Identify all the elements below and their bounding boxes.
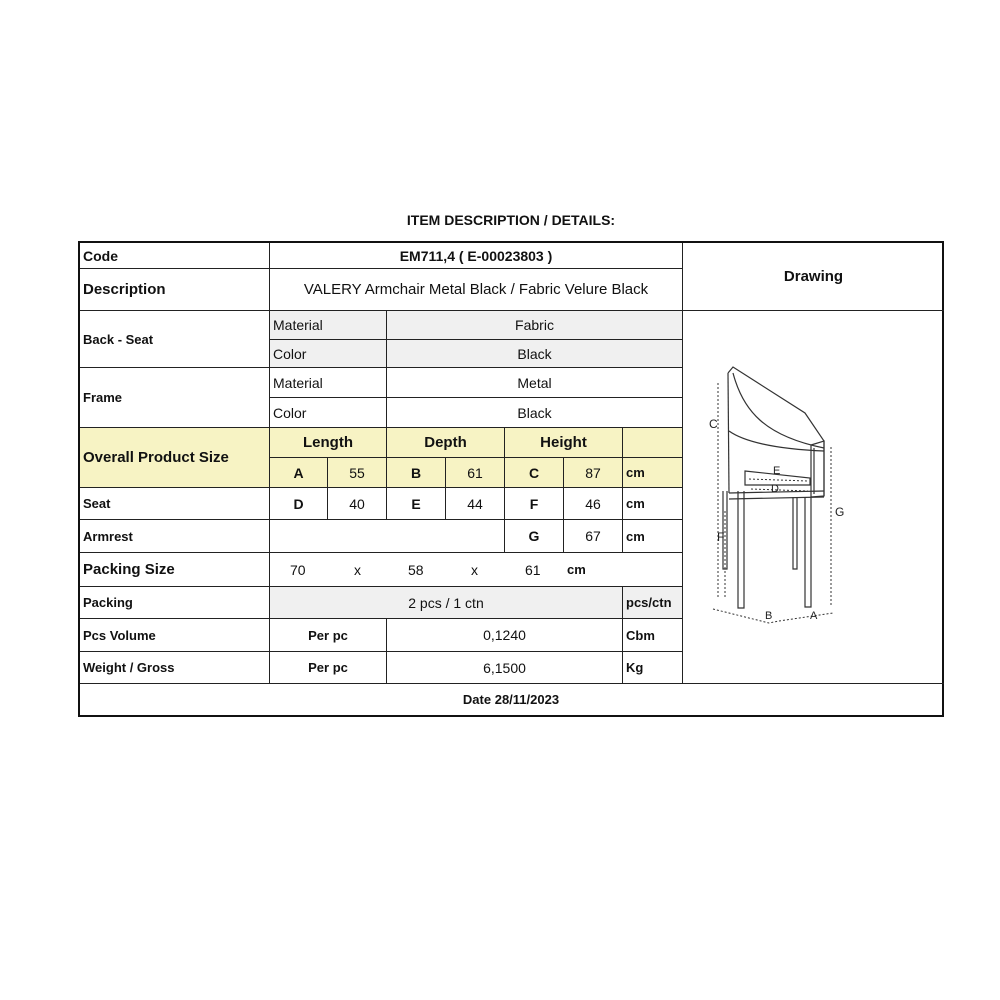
frame-color-value: Black (387, 398, 683, 428)
depth-header: Depth (387, 428, 505, 458)
packing-size-label: Packing Size (80, 553, 270, 587)
chair-armrest-curve (733, 373, 824, 448)
packing-size-values (270, 553, 683, 587)
back-seat-color-value: Black (387, 340, 683, 368)
frame-color-key: Color (270, 398, 387, 428)
packing-size-x2: x (471, 561, 478, 578)
packing-size-height: 61 (525, 561, 541, 578)
overall-a-value: 55 (328, 458, 387, 488)
seat-f-letter: F (505, 488, 564, 520)
description-value: VALERY Armchair Metal Black / Fabric Velure Black (270, 269, 683, 311)
back-seat-color-key: Color (270, 340, 387, 368)
volume-unit: Cbm (623, 619, 683, 652)
chair-leg-front-right (805, 497, 811, 607)
back-seat-material-key: Material (270, 311, 387, 340)
overall-b-value: 61 (446, 458, 505, 488)
chair-leg-front-left (738, 491, 744, 608)
overall-b-letter: B (387, 458, 446, 488)
volume-value: 0,1240 (387, 619, 623, 652)
overall-unit: cm (623, 458, 683, 488)
dim-label-e: E (773, 465, 781, 477)
volume-label: Pcs Volume (80, 619, 270, 652)
packing-size-depth: 58 (408, 561, 424, 578)
dim-label-f: F (717, 530, 725, 544)
date-footer: Date 28/11/2023 (462, 692, 560, 707)
volume-per: Per pc (270, 619, 387, 652)
overall-c-letter: C (505, 458, 564, 488)
packing-size-unit: cm (567, 562, 586, 577)
back-seat-label: Back - Seat (80, 311, 270, 368)
seat-unit: cm (623, 488, 683, 520)
unit-header-blank (623, 428, 683, 458)
armrest-g-value: 67 (564, 520, 623, 553)
weight-unit: Kg (623, 652, 683, 684)
armrest-g-letter: G (505, 520, 564, 553)
overall-a-letter: A (270, 458, 328, 488)
code-value: EM711,4 ( E-00023803 ) (270, 243, 683, 269)
seat-d-value: 40 (328, 488, 387, 520)
seat-e-value: 44 (446, 488, 505, 520)
frame-material-value: Metal (387, 368, 683, 398)
packing-label: Packing (80, 587, 270, 619)
weight-value: 6,1500 (387, 652, 623, 684)
seat-f-value: 46 (564, 488, 623, 520)
armrest-unit: cm (623, 520, 683, 553)
dim-line-d (751, 489, 808, 491)
chair-armrest-inner (729, 431, 824, 451)
overall-size-label: Overall Product Size (80, 428, 270, 488)
packing-size-x1: x (354, 561, 361, 578)
frame-material-key: Material (270, 368, 387, 398)
weight-per: Per pc (270, 652, 387, 684)
dim-line-e (749, 479, 808, 481)
dim-label-b: B (765, 610, 773, 622)
length-header: Length (270, 428, 387, 458)
overall-c-value: 87 (564, 458, 623, 488)
back-seat-material-value: Fabric (387, 311, 683, 340)
chair-leg-back-right (793, 497, 797, 569)
chair-arm-panel (811, 441, 824, 497)
seat-e-letter: E (387, 488, 446, 520)
chair-drawing (683, 311, 944, 684)
armrest-blank (270, 520, 505, 553)
dim-label-a: A (810, 610, 818, 622)
dim-label-c: C (709, 417, 718, 431)
packing-unit: pcs/ctn (623, 587, 683, 619)
drawing-header: Drawing (683, 243, 944, 311)
drawing-area (683, 311, 944, 684)
weight-label: Weight / Gross (80, 652, 270, 684)
dim-label-d: D (771, 483, 779, 495)
packing-value: 2 pcs / 1 ctn (270, 587, 623, 619)
packing-size-length: 70 (290, 561, 306, 578)
page-title: ITEM DESCRIPTION / DETAILS: (406, 212, 616, 228)
dim-line-a (779, 613, 833, 621)
chair-back-post (728, 373, 729, 493)
description-label: Description (80, 269, 270, 311)
seat-label: Seat (80, 488, 270, 520)
chair-seat-rail-lower (729, 497, 824, 499)
seat-d-letter: D (270, 488, 328, 520)
frame-label: Frame (80, 368, 270, 428)
dim-label-g: G (835, 505, 845, 519)
spec-sheet (78, 241, 944, 717)
height-header: Height (505, 428, 623, 458)
armrest-label: Armrest (80, 520, 270, 553)
code-label: Code (80, 243, 270, 269)
